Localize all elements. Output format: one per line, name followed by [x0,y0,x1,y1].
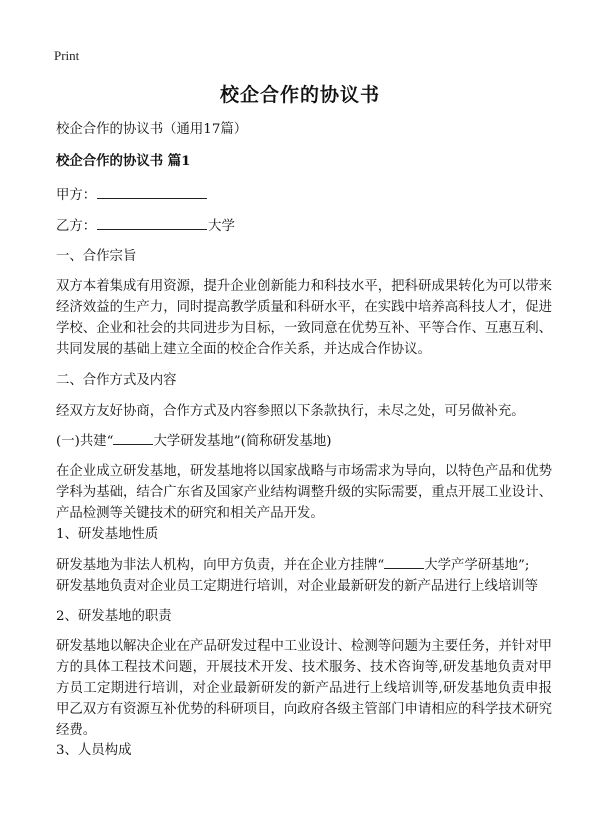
document-subtitle: 校企合作的协议书（通用17篇） [56,122,248,137]
paragraph-nature-suffix: 大学产学研基地”; [424,558,530,573]
section-heading: 校企合作的协议书 篇1 [56,153,191,169]
party-b-line [56,214,552,237]
heading-base [56,431,552,452]
print-link[interactable]: Print [54,48,80,63]
paragraph-base: 在企业成立研发基地，研发基地将以国家战略与市场需求为导向，以特色产品和优势学科为基础，结合广东省及国家产业结构调整升级的实际需要，重点开展工业设计、产品检测等关键技术的研究和相关产品开发。 [56,464,552,521]
heading-purpose: 一、合作宗旨 [56,249,137,264]
paragraph-nature-line2: 研发基地负责对企业员工定期进行培训，对企业最新研发的新产品进行上线培训等 [56,579,539,594]
heading-base-suffix: 大学研发基地”(简称研发基地) [153,434,332,449]
party-b-suffix: 大学 [208,219,235,234]
paragraph-nature-blank [384,555,424,569]
heading-nature: 1、研发基地性质 [56,527,159,542]
heading-duties: 2、研发基地的职责 [56,609,172,624]
heading-cooperation: 二、合作方式及内容 [56,373,177,388]
party-a-line [56,183,552,206]
paragraph-nature [56,555,552,597]
party-a-label: 甲方： [56,188,97,203]
heading-base-blank [113,431,153,445]
party-b-label: 乙方： [56,219,97,234]
page-title: 校企合作的协议书 [219,84,380,106]
paragraph-nature-prefix: 研发基地为非法人机构，向甲方负责，并在企业方挂牌“ [56,558,385,573]
paragraph-cooperation: 经双方友好协商，合作方式及内容参照以下条款执行，未尽之处，可另做补充。 [56,404,525,419]
paragraph-purpose: 双方本着集成有用资源，提升企业创新能力和科技水平，把科研成果转化为可以带来经济效益的生产力，同时提高教学质量和科研水平，在实践中培养高科技人才，促进学校、企业和社会的共同进步为目标，一致同意在优势互补、平等合作、互惠互利、共同发展的基础上建立全面的校企合作关系，并达成合作协议。 [56,279,552,357]
party-a-blank [97,183,207,199]
party-b-blank [97,214,207,230]
paragraph-duties: 研发基地以解决企业在产品研发过程中工业设计、检测等问题为主要任务，并针对甲方的具体工程技术问题，开展技术开发、技术服务、技术咨询等,研发基地负责对甲方员工定期进行培训，对企业最新研发的新产品进行上线培训等,研发基地负责申报甲乙双方有资源互补优势的科研项目，向政府各级主管部门申请相应的科学技术研究经费。 [56,639,552,738]
heading-base-prefix: (一)共建“ [56,434,114,449]
heading-personnel: 3、人员构成 [56,743,132,758]
